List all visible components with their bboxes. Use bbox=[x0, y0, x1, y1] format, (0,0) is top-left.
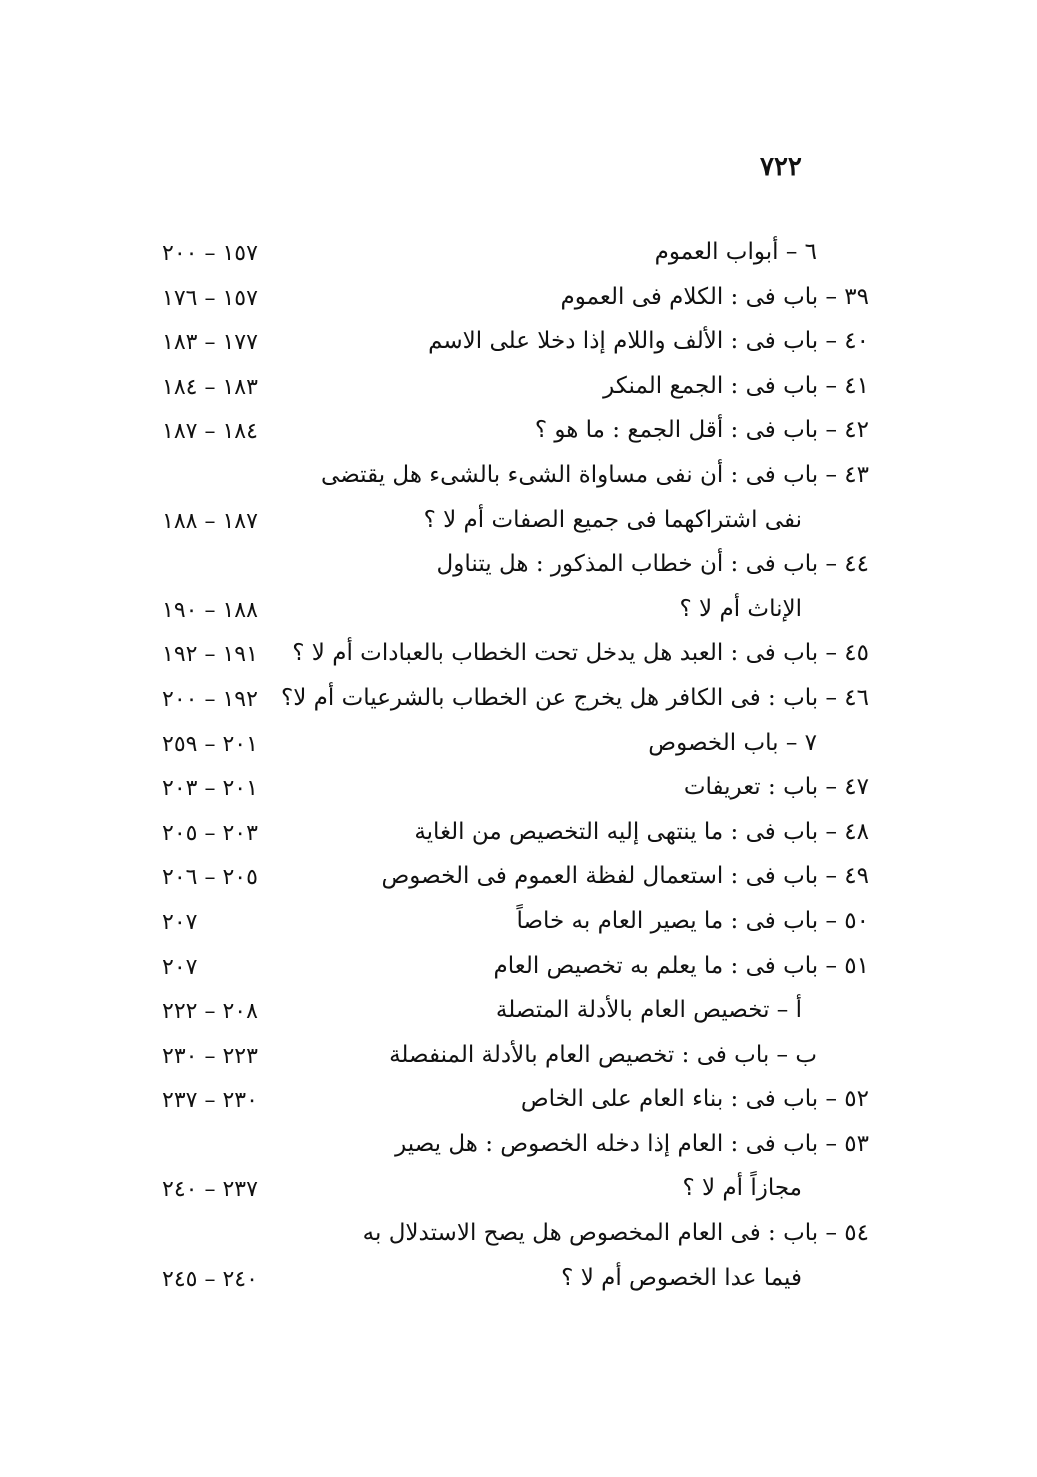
toc-entry-title: أ – تخصيص العام بالأدلة المتصلة bbox=[495, 997, 802, 1024]
toc-entry-pages: ٢٠٧ bbox=[162, 954, 198, 980]
toc-entry-pages: ٢٠٧ bbox=[162, 909, 198, 935]
toc-entry-pages: ١٩١ – ١٩٢ bbox=[162, 642, 258, 668]
toc-entry-title: ٥١ – باب فى : ما يعلم به تخصيص العام bbox=[493, 952, 869, 979]
toc-entry-pages: ٢٢٣ – ٢٣٠ bbox=[162, 1043, 258, 1069]
table-of-contents bbox=[0, 235, 1037, 1305]
toc-entry-title: ٤٩ – باب فى : استعمال لفظة العموم فى الخصوص bbox=[381, 863, 869, 890]
toc-row bbox=[0, 280, 1037, 325]
toc-row bbox=[0, 1082, 1037, 1127]
toc-row bbox=[0, 592, 1037, 637]
toc-entry-pages: ١٩٢ – ٢٠٠ bbox=[162, 686, 258, 712]
page-number: ٧٢٢ bbox=[760, 152, 802, 182]
toc-row bbox=[0, 1216, 1037, 1261]
toc-entry-pages: ٢٠٥ – ٢٠٦ bbox=[162, 865, 258, 891]
toc-row bbox=[0, 1038, 1037, 1083]
toc-entry-pages: ٢٠١ – ٢٠٣ bbox=[162, 776, 258, 802]
toc-entry-title: مجازاً أم لا ؟ bbox=[682, 1175, 802, 1202]
toc-row bbox=[0, 859, 1037, 904]
toc-entry-pages: ١٥٧ – ٢٠٠ bbox=[162, 241, 258, 266]
toc-entry-title: ٤٦ – باب : فى الكافر هل يخرج عن الخطاب بالشرعيات أم لا؟ bbox=[281, 684, 869, 711]
toc-row bbox=[0, 681, 1037, 726]
toc-entry-title: ٥٢ – باب فى : بناء العام على الخاص bbox=[520, 1086, 869, 1113]
toc-row bbox=[0, 993, 1037, 1038]
toc-row bbox=[0, 235, 1037, 280]
toc-entry-title: ٤٨ – باب فى : ما ينتهى إليه التخصيص من الغاية bbox=[414, 818, 869, 845]
toc-row bbox=[0, 1171, 1037, 1216]
toc-entry-title: فيما عدا الخصوص أم لا ؟ bbox=[561, 1264, 802, 1291]
toc-row bbox=[0, 413, 1037, 458]
toc-row bbox=[0, 458, 1037, 503]
toc-row bbox=[0, 369, 1037, 414]
toc-entry-title: ب – باب فى : تخصيص العام بالأدلة المنفصلة bbox=[389, 1041, 817, 1068]
toc-entry-title: نفى اشتراكهما فى جميع الصفات أم لا ؟ bbox=[423, 506, 802, 533]
toc-row bbox=[0, 636, 1037, 681]
toc-row bbox=[0, 949, 1037, 994]
toc-entry-title: ٤٧ – باب : تعريفات bbox=[683, 774, 869, 801]
toc-entry-pages: ٢٤٠ – ٢٤٥ bbox=[162, 1266, 258, 1292]
toc-entry-title: ٣٩ – باب فى : الكلام فى العموم bbox=[560, 283, 869, 310]
toc-row bbox=[0, 1261, 1037, 1306]
toc-row bbox=[0, 815, 1037, 860]
toc-entry-title: ٦ – أبواب العموم bbox=[654, 239, 817, 265]
toc-entry-title: ٤٣ – باب فى : أن نفى مساواة الشىء بالشىء هل يقتضى bbox=[321, 461, 869, 488]
toc-entry-pages: ٢٠٣ – ٢٠٥ bbox=[162, 820, 258, 846]
toc-entry-title: الإناث أم لا ؟ bbox=[679, 595, 802, 622]
toc-entry-title: ٤٢ – باب فى : أقل الجمع : ما هو ؟ bbox=[534, 417, 869, 444]
toc-row bbox=[0, 904, 1037, 949]
toc-entry-title: ٤٥ – باب فى : العبد هل يدخل تحت الخطاب بالعبادات أم لا ؟ bbox=[292, 640, 869, 667]
toc-entry-pages: ١٧٧ – ١٨٣ bbox=[162, 330, 258, 356]
toc-entry-title: ٥٣ – باب فى : العام إذا دخله الخصوص : هل يصير bbox=[395, 1130, 869, 1157]
toc-entry-pages: ١٨٧ – ١٨٨ bbox=[162, 508, 258, 534]
toc-entry-pages: ٢٣٠ – ٢٣٧ bbox=[162, 1088, 258, 1114]
toc-entry-pages: ٢٣٧ – ٢٤٠ bbox=[162, 1177, 258, 1203]
toc-entry-title: ٧ – باب الخصوص bbox=[648, 729, 817, 756]
toc-row bbox=[0, 547, 1037, 592]
toc-entry-pages: ١٨٣ – ١٨٤ bbox=[162, 374, 258, 400]
toc-entry-title: ٤٠ – باب فى : الألف واللام إذا دخلا على الاسم bbox=[428, 328, 869, 355]
toc-entry-pages: ٢٠٨ – ٢٢٢ bbox=[162, 999, 258, 1025]
toc-row bbox=[0, 1127, 1037, 1172]
toc-entry-pages: ٢٠١ – ٢٥٩ bbox=[162, 731, 258, 757]
toc-row bbox=[0, 503, 1037, 548]
toc-row bbox=[0, 770, 1037, 815]
toc-row bbox=[0, 324, 1037, 369]
toc-entry-title: ٤٤ – باب فى : أن خطاب المذكور : هل يتناول bbox=[436, 551, 869, 578]
toc-entry-title: ٥٠ – باب فى : ما يصير العام به خاصاً bbox=[516, 907, 869, 934]
toc-entry-pages: ١٥٧ – ١٧٦ bbox=[162, 285, 258, 311]
toc-entry-pages: ١٨٤ – ١٨٧ bbox=[162, 419, 258, 445]
toc-entry-pages: ١٨٨ – ١٩٠ bbox=[162, 597, 258, 623]
toc-entry-title: ٥٤ – باب : فى العام المخصوص هل يصح الاستدلال به bbox=[362, 1220, 869, 1247]
toc-row bbox=[0, 726, 1037, 771]
toc-entry-title: ٤١ – باب فى : الجمع المنكر bbox=[603, 372, 869, 399]
